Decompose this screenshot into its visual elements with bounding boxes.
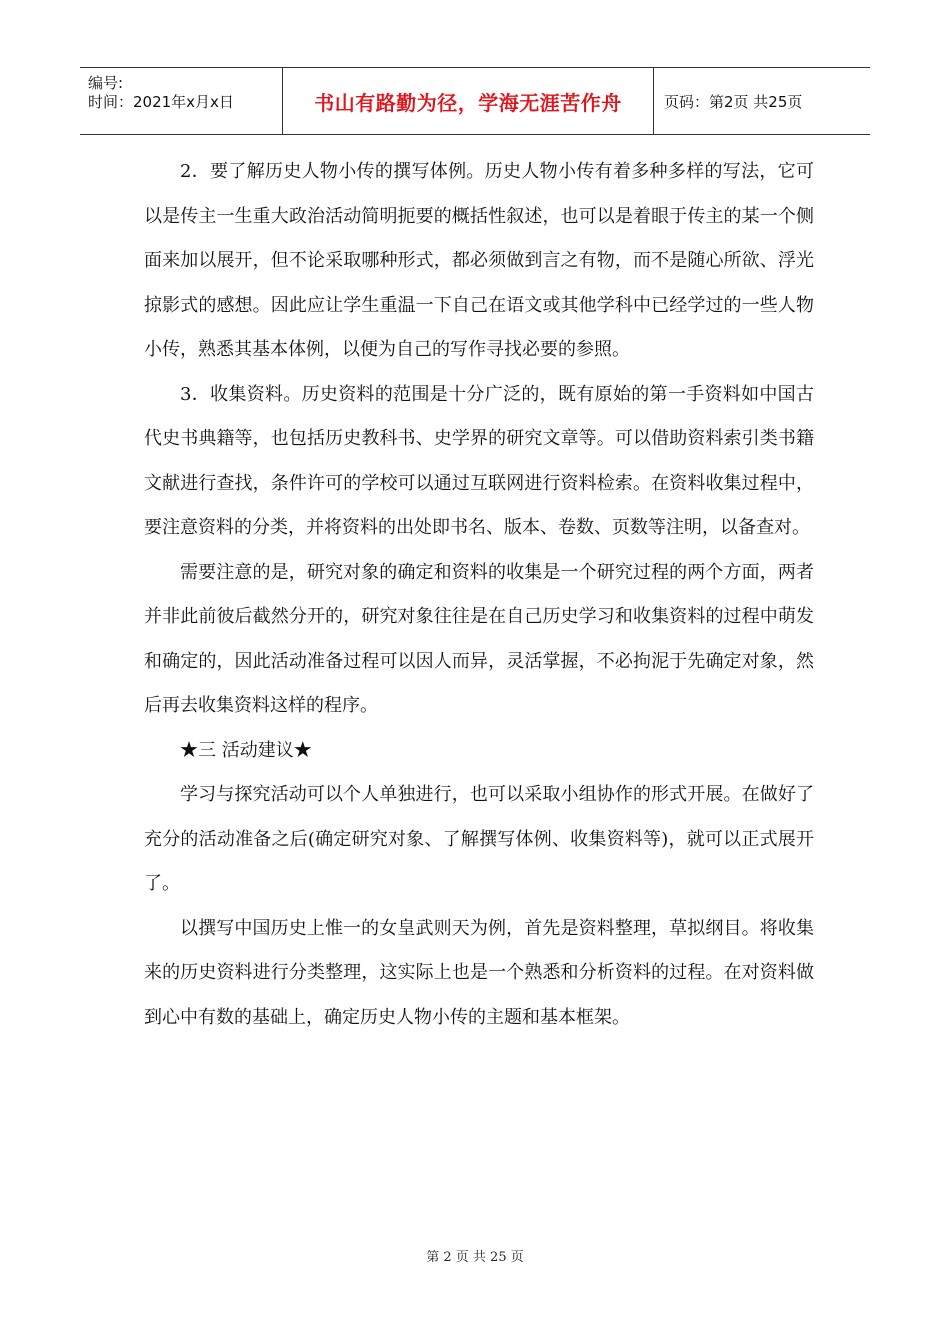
paragraph-collect-materials: 3．收集资料。历史资料的范围是十分广泛的，既有原始的第一手资料如中国古代史书典籍等，也包括历史教科书、史学界的研究文章等。可以借助资料索引类书籍文献进行查找，条件许可的学校可以通过互联网进行资料检索。在资料收集过程中，要注意资料的分类，并将资料的出处即书名、版本、卷数、页数等注明，以备查对。 <box>144 383 814 538</box>
page-header <box>80 67 870 135</box>
document-number-label: 编号: <box>88 74 124 92</box>
header-page-info-cell <box>654 68 870 134</box>
header-motto: 书山有路勤为径，学海无涯苦作舟 <box>314 90 622 115</box>
header-meta <box>80 68 282 134</box>
section-heading-activity-suggestions: ★三 活动建议★ <box>180 739 312 761</box>
page-footer: 第 2 页 共 25 页 <box>426 1250 524 1265</box>
paragraph-note: 需要注意的是，研究对象的确定和资料的收集是一个研究过程的两个方面，两者并非此前彼后截然分开的，研究对象往往是在自己历史学习和收集资料的过程中萌发和确定的，因此活动准备过程可以因人而异，灵活掌握，不必拘泥于先确定对象，然后再去收集资料这样的程序。 <box>144 561 814 716</box>
document-body <box>144 150 814 1040</box>
paragraph-example: 以撰写中国历史上惟一的女皇武则天为例，首先是资料整理，草拟纲目。将收集来的历史资料进行分类整理，这实际上也是一个熟悉和分析资料的过程。在对资料做到心中有数的基础上，确定历史人物小传的主题和基本框架。 <box>144 917 814 1028</box>
paragraph-activity-form: 学习与探究活动可以个人单独进行，也可以采取小组协作的形式开展。在做好了充分的活动准备之后(确定研究对象、了解撰写体例、收集资料等)，就可以正式展开了。 <box>144 784 814 894</box>
header-page-info: 页码：第2页 共25页 <box>664 92 803 111</box>
document-date-label: 时间：2021年x月x日 <box>88 93 234 111</box>
header-motto-cell <box>282 68 654 134</box>
paragraph-writing-style: 2．要了解历史人物小传的撰写体例。历史人物小传有着多种多样的写法，它可以是传主一生重大政治活动简明扼要的概括性叙述，也可以是着眼于传主的某一个侧面来加以展开，但不论采取哪种形式，都必须做到言之有物，而不是随心所欲、浮光掠影式的感想。因此应让学生重温一下自己在语文或其他学科中已经学过的一些人物小传，熟悉其基本体例，以便为自己的写作寻找必要的参照。 <box>144 161 814 360</box>
